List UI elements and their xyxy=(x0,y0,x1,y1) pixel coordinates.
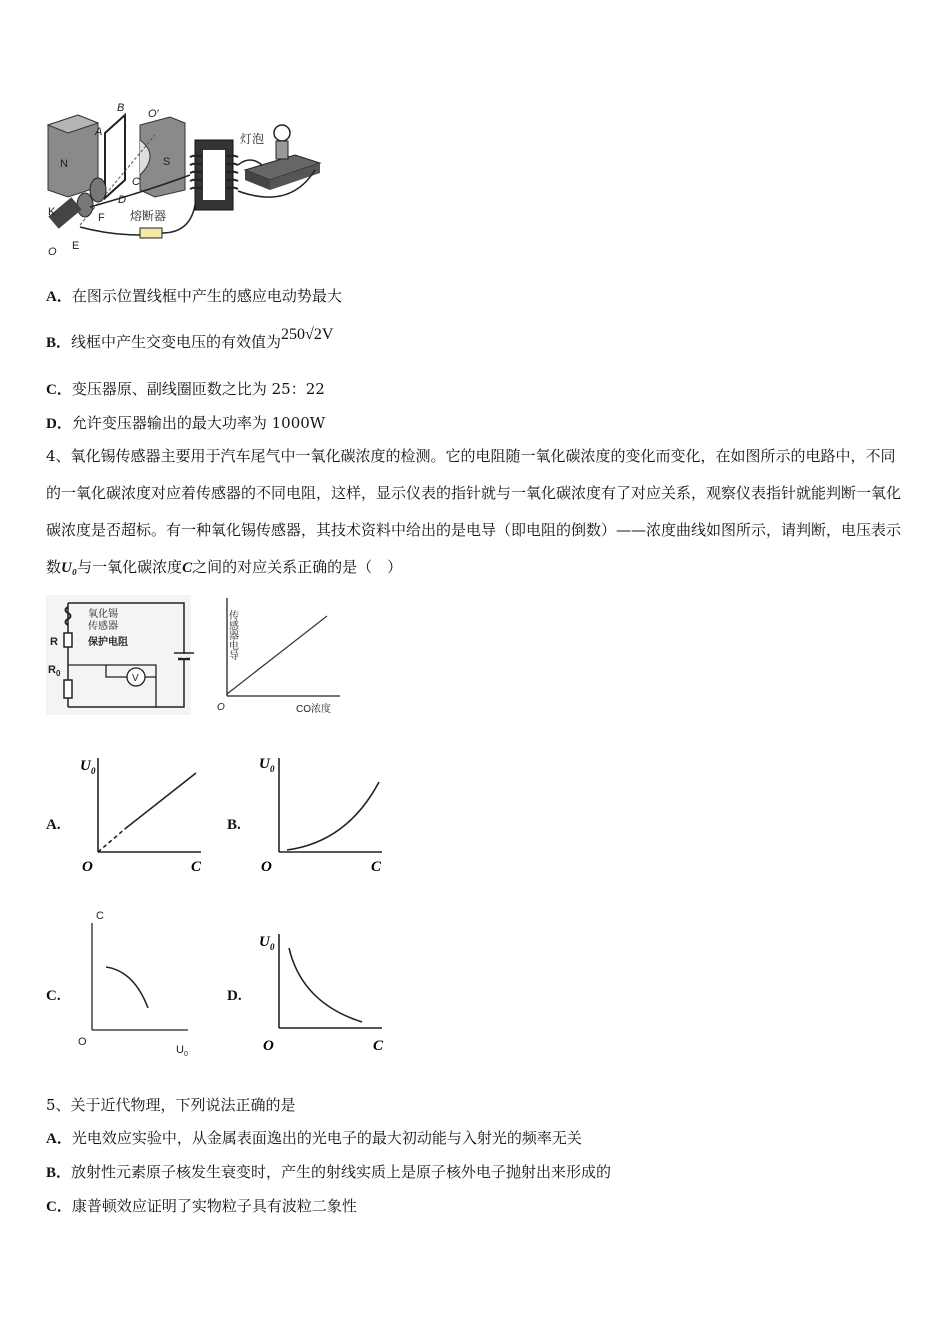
option-text: 线框中产生交变电压的有效值为 xyxy=(71,333,282,351)
sensor-circuit-diagram xyxy=(46,595,191,715)
q4-option-d-label: D. xyxy=(227,988,242,1004)
option-label: A． xyxy=(46,1131,72,1147)
q4-option-d-graph xyxy=(257,928,392,1056)
fuse-label: 熔断器 xyxy=(130,209,167,223)
label-d: D xyxy=(118,194,126,206)
label-e: E xyxy=(72,240,80,252)
conductance-graph xyxy=(212,596,352,716)
label-o: O xyxy=(48,246,57,258)
option-text: 允许变压器输出的最大功率为 1000W xyxy=(71,414,326,432)
q4-stem xyxy=(46,438,906,587)
q4-option-c-graph xyxy=(76,905,196,1060)
axis-origin: O xyxy=(78,1036,87,1048)
q4-stem-part3: 之间的对应关系正确的是（ ） xyxy=(192,558,403,576)
option-math: 250√2V xyxy=(281,326,334,343)
axis-origin: O xyxy=(82,859,93,875)
axis-origin: O xyxy=(261,859,272,875)
axis-origin: O xyxy=(263,1038,274,1054)
q4-var-u0: U₀ xyxy=(61,560,78,576)
axis-x-label: C xyxy=(373,1038,384,1054)
q4-option-a-label: A. xyxy=(46,817,61,833)
lamp-label: 灯泡 xyxy=(240,132,265,146)
axis-y-sub: 0 xyxy=(270,942,275,952)
conductance-xlabel: CO浓度 xyxy=(296,704,331,715)
q4-option-b-graph xyxy=(257,752,392,877)
option-label: B． xyxy=(46,1165,72,1181)
option-label: A． xyxy=(46,289,72,305)
option-text: 在图示位置线框中产生的感应电动势最大 xyxy=(71,287,342,305)
r-label: R xyxy=(50,636,58,648)
magnet-s-label: S xyxy=(163,156,171,168)
option-label: C． xyxy=(46,1199,72,1215)
q3-option-d xyxy=(46,413,325,434)
conductance-ylabel: 传感器电导 xyxy=(226,610,238,660)
conductance-origin: O xyxy=(217,702,225,713)
axis-x-label: U xyxy=(176,1044,184,1056)
r0-sub: 0 xyxy=(56,669,61,678)
label-f: F xyxy=(98,212,105,224)
q5-stem: 5、关于近代物理，下列说法正确的是 xyxy=(46,1096,296,1114)
q5-option-c xyxy=(46,1196,357,1217)
label-b: B xyxy=(117,102,125,114)
option-label: D． xyxy=(46,416,72,432)
axis-x-label: C xyxy=(371,859,382,875)
r0-label: R xyxy=(48,664,56,676)
q4-var-c: C xyxy=(182,560,193,576)
generator-transformer-figure xyxy=(40,95,330,260)
q4-option-c-label: C. xyxy=(46,988,61,1004)
q4-option-a-graph xyxy=(76,752,206,877)
q3-option-a xyxy=(46,286,342,307)
axis-y-sub: 0 xyxy=(91,766,96,776)
option-text: 康普顿效应证明了实物粒子具有波粒二象性 xyxy=(71,1197,357,1215)
axis-y-label: U xyxy=(80,758,91,774)
q3-option-c xyxy=(46,379,325,400)
label-k: K xyxy=(48,206,56,218)
option-text: 变压器原、副线圈匝数之比为 25：22 xyxy=(71,380,325,398)
axis-y-label: U xyxy=(259,934,270,950)
option-label: C． xyxy=(46,382,72,398)
q5-option-b xyxy=(46,1162,611,1183)
voltmeter-label: V xyxy=(132,673,139,684)
conductance-line xyxy=(227,616,327,694)
magnet-n-label: N xyxy=(60,158,68,170)
option-text: 放射性元素原子核发生衰变时，产生的射线实质上是原子核外电子抛射出来形成的 xyxy=(71,1163,612,1181)
q5-option-a xyxy=(46,1128,582,1149)
axis-y-label: C xyxy=(96,910,104,922)
q4-option-b-label: B. xyxy=(227,817,241,833)
q4-stem-part2: 与一氧化碳浓度 xyxy=(77,558,183,576)
protect-label: 保护电阻 xyxy=(88,637,128,648)
sensor-label-2: 传感器 xyxy=(88,621,118,632)
axis-y-sub: 0 xyxy=(270,764,275,774)
label-o-prime: O′ xyxy=(148,108,159,120)
axis-x-sub: 0 xyxy=(184,1051,188,1058)
axis-y-label: U xyxy=(259,756,270,772)
sensor-label-1: 氧化锡 xyxy=(88,609,118,620)
label-a: A xyxy=(95,126,103,138)
q3-option-b xyxy=(46,326,334,353)
label-c: C xyxy=(132,176,140,188)
option-text: 光电效应实验中，从金属表面逸出的光电子的最大初动能与入射光的频率无关 xyxy=(71,1129,582,1147)
axis-x-label: C xyxy=(191,859,202,875)
q4-stem-part1: 4、氧化锡传感器主要用于汽车尾气中一氧化碳浓度的检测。它的电阻随一氧化碳浓度的变化而变化，在如图所示的电路中，不同的一氧化碳浓度对应着传感器的不同电阻，这样，显示仪表的指针就与一氧化碳浓度有了对应关系，观察仪表指针就能判断一氧化碳浓度是否超标。有一种氧化锡传感器，其技术资料中给出的是电导（即电阻的倒数）——浓度曲线如图所示，请判断，电压表示数 xyxy=(46,447,902,576)
option-label: B． xyxy=(46,335,72,351)
